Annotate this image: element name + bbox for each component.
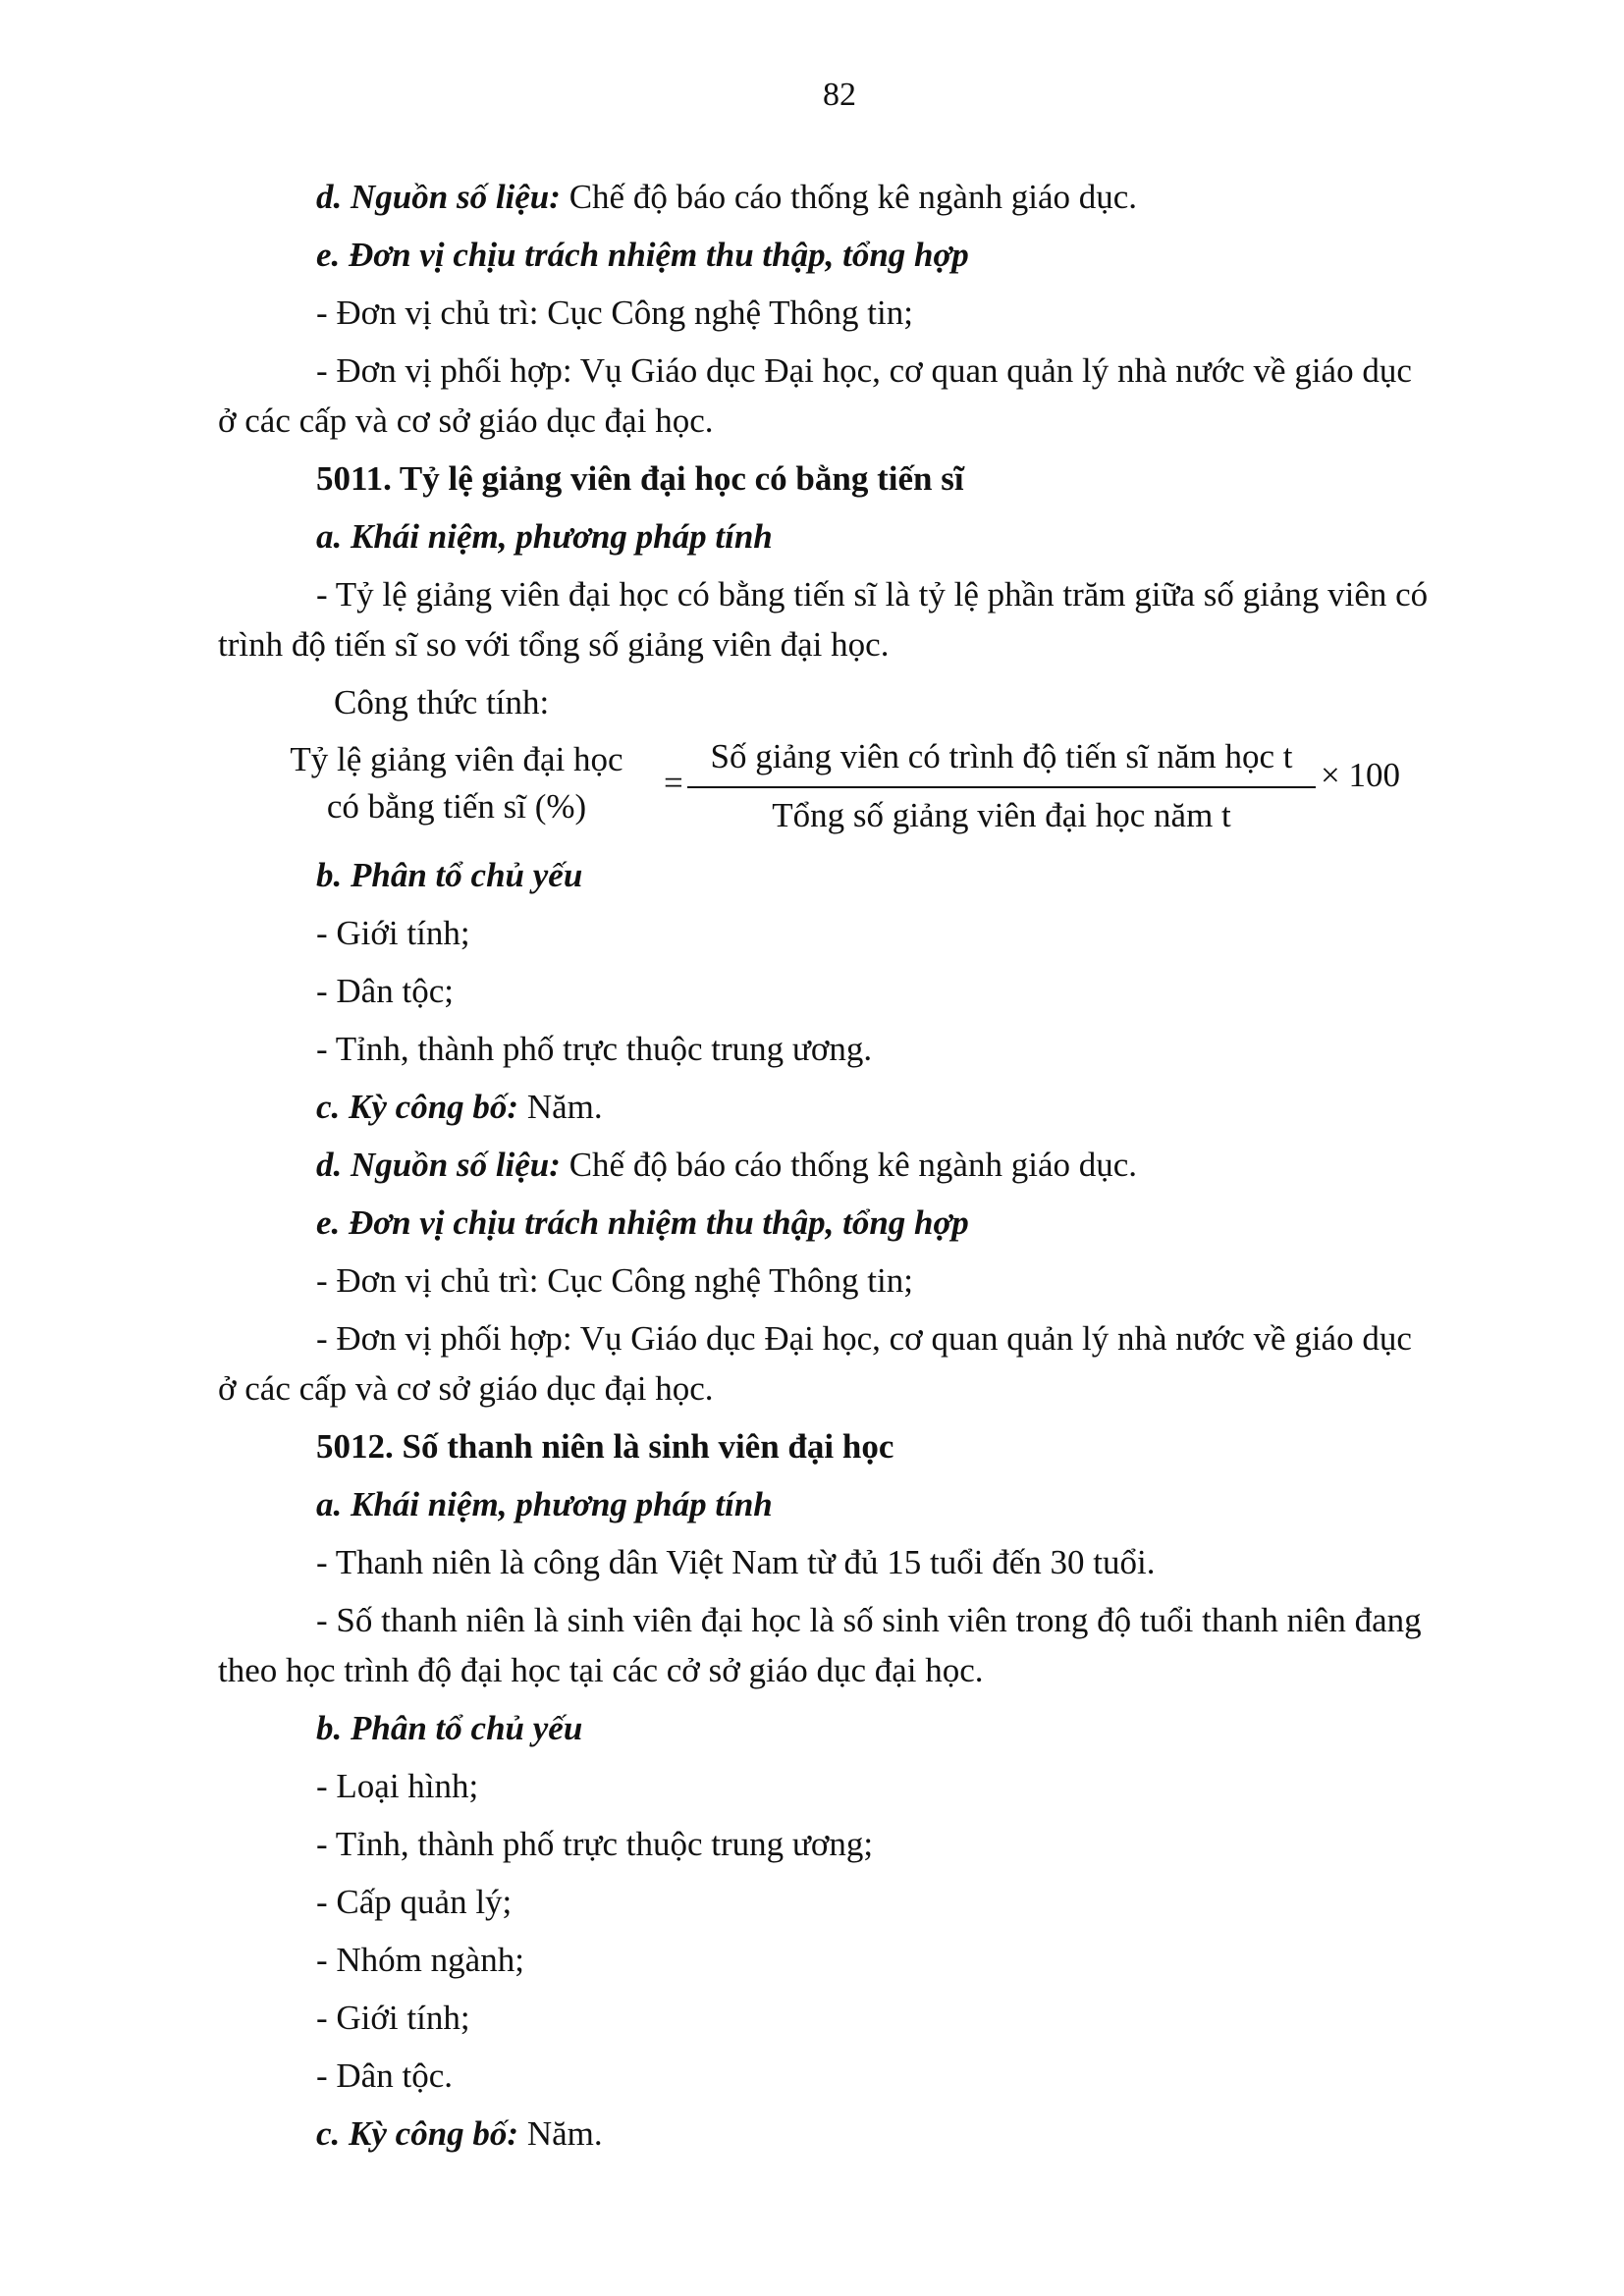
formula-left-line-2: có bằng tiến sĩ (%) — [326, 787, 587, 826]
period-text: Năm. — [518, 2114, 603, 2153]
fraction-bar — [687, 786, 1316, 788]
section-title-5011: 5011. Tỷ lệ giảng viên đại học có bằng tiến sĩ — [316, 459, 964, 498]
partner-unit-line-1: - Đơn vị phối hợp: Vụ Giáo dục Đại học, cơ quan quản lý nhà nước về giáo dục — [316, 351, 1412, 390]
lead-unit: - Đơn vị chủ trì: Cục Công nghệ Thông tin; — [316, 294, 913, 332]
list-item: - Cấp quản lý; — [316, 1883, 513, 1921]
source-label: d. Nguồn số liệu: — [316, 1146, 561, 1184]
definition-line-1: - Tỷ lệ giảng viên đại học có bằng tiến sĩ là tỷ lệ phần trăm giữa số giảng viên có — [316, 575, 1429, 614]
partner-unit-line-1: - Đơn vị phối hợp: Vụ Giáo dục Đại học, cơ quan quản lý nhà nước về giáo dục — [316, 1319, 1412, 1358]
period-paragraph — [316, 2112, 603, 2156]
partner-unit-line-2: ở các cấp và cơ sở giáo dục đại học. — [218, 1369, 714, 1408]
responsible-heading: e. Đơn vị chịu trách nhiệm thu thập, tổng hợp — [316, 1203, 969, 1242]
partner-unit-line-2: ở các cấp và cơ sở giáo dục đại học. — [218, 401, 714, 440]
formula-label: Công thức tính: — [334, 683, 550, 721]
concept-heading: a. Khái niệm, phương pháp tính — [316, 517, 773, 556]
list-item: - Dân tộc; — [316, 972, 454, 1010]
period-text: Năm. — [518, 1088, 603, 1126]
definition-line-2: trình độ tiến sĩ so với tổng số giảng viên đại học. — [218, 625, 890, 664]
lead-unit: - Đơn vị chủ trì: Cục Công nghệ Thông tin; — [316, 1261, 913, 1300]
page-number: 82 — [823, 77, 856, 113]
list-item: - Giới tính; — [316, 1999, 470, 2037]
period-label: c. Kỳ công bố: — [316, 2114, 519, 2153]
breakdown-heading: b. Phân tổ chủ yếu — [316, 856, 583, 894]
list-item: - Tỉnh, thành phố trực thuộc trung ương. — [316, 1030, 873, 1068]
list-item: - Giới tính; — [316, 914, 470, 952]
formula-left-line-1: Tỷ lệ giảng viên đại học — [290, 740, 623, 778]
source-paragraph — [316, 176, 1137, 219]
definition-2-line-1: - Số thanh niên là sinh viên đại học là số sinh viên trong độ tuổi thanh niên đang — [316, 1601, 1422, 1639]
source-text: Chế độ báo cáo thống kê ngành giáo dục. — [560, 1146, 1138, 1184]
source-label: d. Nguồn số liệu: — [316, 178, 561, 216]
equals-sign: = — [664, 764, 683, 802]
period-paragraph — [316, 1086, 603, 1129]
formula-fraction — [687, 733, 1316, 839]
formula-denominator: Tổng số giảng viên đại học năm t — [772, 796, 1231, 834]
breakdown-heading: b. Phân tổ chủ yếu — [316, 1709, 583, 1747]
definition-2-line-2: theo học trình độ đại học tại các cở sở giáo dục đại học. — [218, 1651, 984, 1689]
formula-left-side — [265, 736, 648, 830]
definition-1: - Thanh niên là công dân Việt Nam từ đủ 15 tuổi đến 30 tuổi. — [316, 1543, 1156, 1581]
list-item: - Dân tộc. — [316, 2056, 453, 2095]
list-item: - Nhóm ngành; — [316, 1941, 524, 1979]
formula-numerator: Số giảng viên có trình độ tiến sĩ năm học t — [710, 737, 1293, 775]
responsible-heading: e. Đơn vị chịu trách nhiệm thu thập, tổng hợp — [316, 236, 969, 274]
concept-heading: a. Khái niệm, phương pháp tính — [316, 1485, 773, 1523]
formula-multiplier: × 100 — [1321, 756, 1400, 794]
list-item: - Tỉnh, thành phố trực thuộc trung ương; — [316, 1825, 874, 1863]
source-paragraph — [316, 1144, 1137, 1187]
source-text: Chế độ báo cáo thống kê ngành giáo dục. — [560, 178, 1138, 216]
section-title-5012: 5012. Số thanh niên là sinh viên đại học — [316, 1427, 894, 1466]
list-item: - Loại hình; — [316, 1767, 479, 1805]
period-label: c. Kỳ công bố: — [316, 1088, 519, 1126]
